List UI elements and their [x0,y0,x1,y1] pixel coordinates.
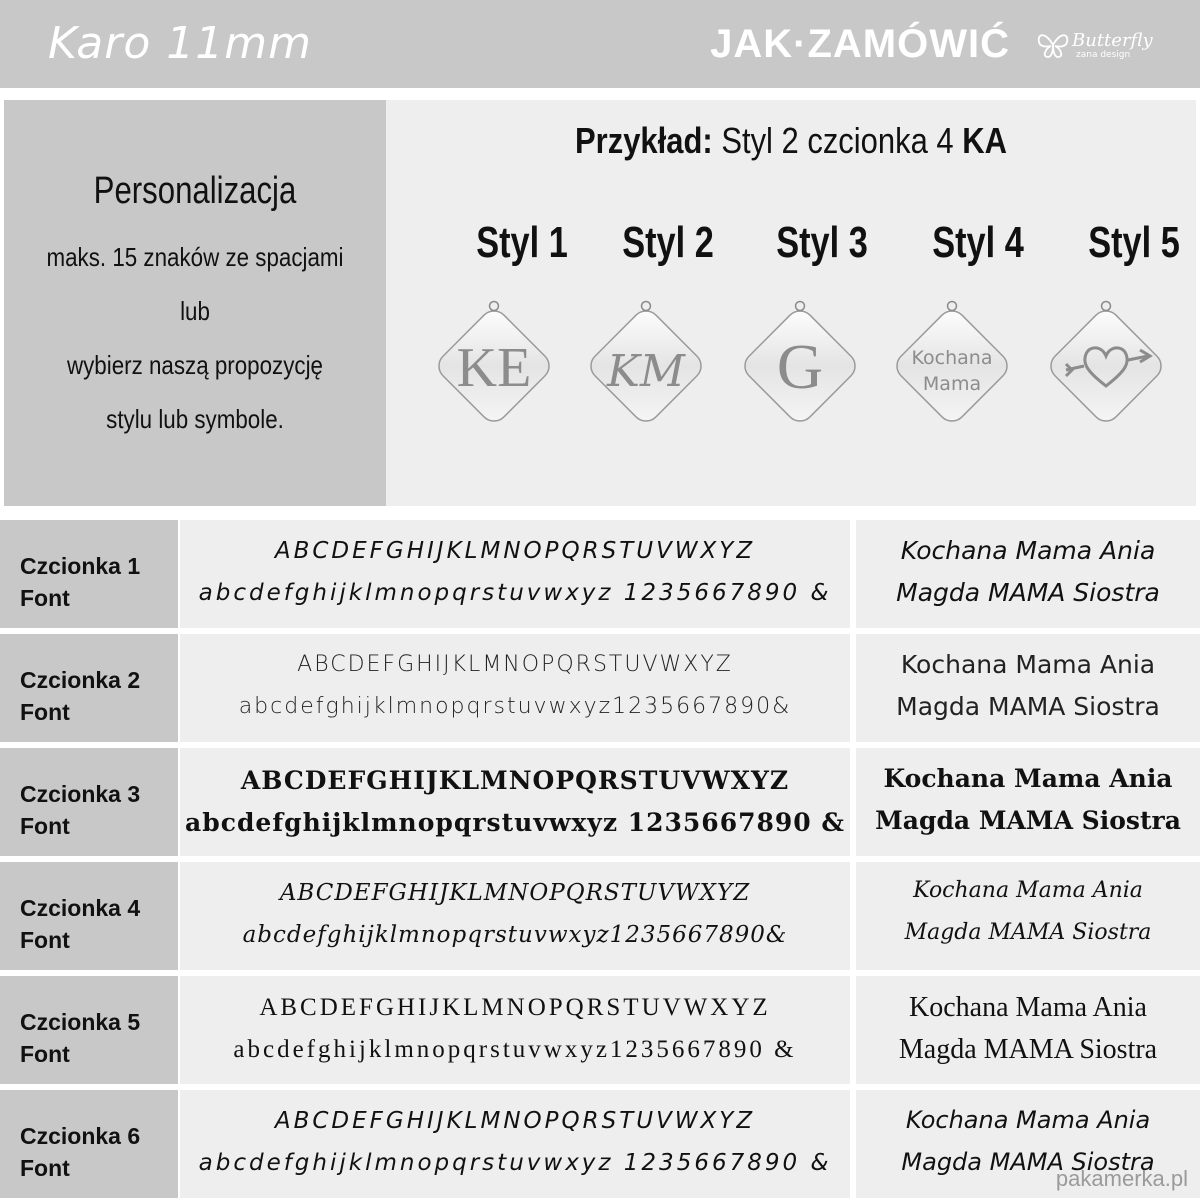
font-label-cell [0,862,178,970]
font-sample-uppercase: ABCDEFGHIJKLMNOPQRSTUVWXYZ [297,652,733,677]
styles-row [416,218,1196,278]
font-example-line-1: Kochana Mama Ania [900,536,1156,565]
font-row-4 [0,862,1200,970]
style-label-5: Styl 5 [1088,218,1180,267]
font-sample-uppercase: ABCDEFGHIJKLMNOPQRSTUVWXYZ [274,538,756,564]
pendant-style-3 [730,296,870,436]
style-label-2: Styl 2 [622,218,714,267]
font-name: Czcionka 4 [20,895,141,921]
font-sample-lowercase: abcdefghijklmnopqrstuvwxyz 1235667890 & [198,580,832,606]
personalization-panel [4,100,386,506]
font-label-cell [0,976,178,1084]
style-label-3: Styl 3 [776,218,868,267]
font-example-line-1: Kochana Mama Ania [913,878,1143,903]
personalization-description [4,230,386,446]
font-name: Czcionka 5 [20,1009,141,1035]
font-sample-uppercase: ABCDEFGHIJKLMNOPQRSTUVWXYZ [259,994,771,1021]
font-sample-lowercase: abcdefghijklmnopqrstuvwxyz1235667890& [238,694,792,719]
butterfly-icon [1036,30,1070,60]
font-name: Czcionka 2 [20,667,141,693]
font-label-cell [0,634,178,742]
font-table [0,518,1200,1200]
font-sample-cell [180,520,850,628]
font-row-1 [0,520,1200,628]
font-sample-lowercase: abcdefghijklmnopqrstuvwxyz 1235667890 & [198,1150,832,1176]
personalization-line: wybierz naszą propozycję [66,350,324,380]
font-example-line-1: Kochana Mama Ania [905,1106,1151,1134]
font-row-3 [0,748,1200,856]
font-row-6 [0,1090,1200,1198]
pendant-style-1 [424,296,564,436]
font-label [20,892,140,956]
example-code: KA [962,120,1007,161]
font-sample-cell [180,1090,850,1198]
font-label-cell [0,520,178,628]
pendant-style-2 [576,296,716,436]
font-row-5 [0,976,1200,1084]
font-sub: Font [20,927,70,953]
font-example-line-2: Magda MAMA Siostra [898,1034,1158,1065]
font-sample-uppercase: ABCDEFGHIJKLMNOPQRSTUVWXYZ [279,880,751,906]
font-example-line-1: Kochana Mama Ania [909,992,1147,1023]
font-label-cell [0,748,178,856]
product-title: Karo 11mm [48,18,312,69]
example-value: Styl 2 czcionka 4 [721,120,954,161]
font-example-line-2: Magda MAMA Siostra [896,578,1160,607]
personalization-title: Personalizacja [93,170,297,212]
font-sample-cell [180,748,850,856]
font-example-cell [856,748,1200,856]
brand-subtitle: zana design [1076,50,1131,60]
font-name: Czcionka 6 [20,1123,141,1149]
font-sample-uppercase: ABCDEFGHIJKLMNOPQRSTUVWXYZ [274,1108,756,1134]
pendant-engraving: KE [456,337,532,399]
font-row-2 [0,634,1200,742]
font-name: Czcionka 3 [20,781,141,807]
font-example-line-2: Magda MAMA Siostra [896,692,1160,721]
font-example-line-1: Kochana Mama Ania [900,650,1156,679]
font-label [20,1120,140,1184]
top-section [0,96,1200,510]
font-label [20,778,140,842]
font-example-line-2: Magda MAMA Siostra [875,806,1181,835]
font-example-line-2: Magda MAMA Siostra [901,1148,1155,1176]
pendant-engraving-line-1: Kochana [911,347,993,369]
font-label-cell [0,1090,178,1198]
personalization-line: maks. 15 znaków ze spacjami [46,242,344,272]
font-label [20,1006,140,1070]
header-bar [0,0,1200,88]
font-sub: Font [20,1041,70,1067]
font-sub: Font [20,813,70,839]
pendant-style-4 [882,296,1022,436]
watermark: pakamerka.pl [1055,1166,1188,1191]
pendant-engraving-line-2: Mama [922,373,982,395]
font-sample-cell [180,976,850,1084]
font-sample-cell [180,862,850,970]
style-label-4: Styl 4 [932,218,1024,267]
font-example-line-1: Kochana Mama Ania [883,764,1173,793]
personalization-line: lub [180,296,210,326]
font-name: Czcionka 1 [20,553,141,579]
font-example-cell [856,862,1200,970]
how-to-order-title: JAK·ZAMÓWIĆ [710,22,1010,66]
font-sample-cell [180,634,850,742]
font-example-cell [856,520,1200,628]
font-sample-uppercase: ABCDEFGHIJKLMNOPQRSTUVWXYZ [240,766,790,795]
font-sub: Font [20,585,70,611]
style-label-1: Styl 1 [476,218,568,267]
font-example-line-2: Magda MAMA Siostra [904,920,1152,945]
example-caption [443,120,1140,162]
pendant-engraving: KM [607,346,685,397]
font-sub: Font [20,1155,70,1181]
personalization-line: stylu lub symbole. [106,404,284,434]
brand-logo [1036,28,1160,64]
styles-panel [386,100,1196,506]
brand-name: Butterfly [1072,30,1153,51]
pendant-style-5 [1036,296,1176,436]
example-label: Przykład: [575,120,713,161]
font-sample-lowercase: abcdefghijklmnopqrstuvwxyz1235667890 & [233,1036,797,1063]
font-sample-lowercase: abcdefghijklmnopqrstuvwxyz1235667890& [242,922,788,948]
font-label [20,664,140,728]
font-sub: Font [20,699,70,725]
font-sample-lowercase: abcdefghijklmnopqrstuvwxyz 1235667890 & [185,808,845,837]
font-label [20,550,140,614]
pendant-engraving: G [776,331,824,402]
font-example-cell [856,976,1200,1084]
font-example-cell [856,634,1200,742]
